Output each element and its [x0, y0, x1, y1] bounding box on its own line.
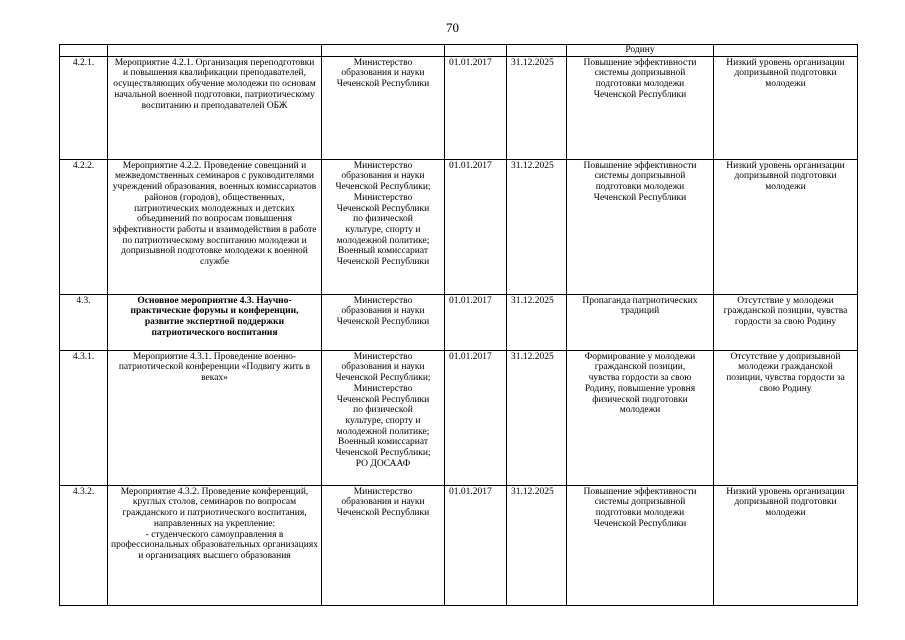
cell-empty: [445, 45, 507, 57]
cell-consequence: Низкий уровень организации допризывной подготовки молодежи: [714, 159, 858, 294]
cell-end-date: 31.12.2025: [507, 294, 567, 350]
cell-number: 4.3.2.: [60, 485, 108, 605]
program-table: [59, 44, 858, 606]
cell-activity: Мероприятие 4.3.1. Проведение военно-патриотической конференции «Подвигу жить в веках»: [108, 350, 322, 485]
cell-start-date: 01.01.2017: [445, 485, 507, 605]
cell-empty: [60, 45, 108, 57]
page-number: 70: [446, 20, 459, 35]
cell-consequence: Низкий уровень организации допризывной подготовки молодежи: [714, 485, 858, 605]
cell-executor: Министерство образования и науки Чеченской Республики; Министерство Чеченской Республики по физической культуре, спорту и молодежной политике; Военный комиссариат Чеченской Республики: [322, 159, 445, 294]
cell-empty: [714, 45, 858, 57]
cell-end-date: 31.12.2025: [507, 485, 567, 605]
cell-executor: Министерство образования и науки Чеченской Республики; Министерство Чеченской Республики по физической культуре, спорту и молодежной политике; Военный комиссариат Чеченской Республики; РО ДОСААФ: [322, 350, 445, 485]
table-row: [60, 294, 858, 350]
cell-empty: [108, 45, 322, 57]
cell-result: Пропаганда патриотических традиций: [567, 294, 714, 350]
cell-end-date: 31.12.2025: [507, 350, 567, 485]
cell-start-date: 01.01.2017: [445, 56, 507, 159]
cell-start-date: 01.01.2017: [445, 159, 507, 294]
table-row: [60, 159, 858, 294]
cell-end-date: 31.12.2025: [507, 159, 567, 294]
cell-empty: [507, 45, 567, 57]
cell-number: 4.2.1.: [60, 56, 108, 159]
cell-consequence: Низкий уровень организации допризывной подготовки молодежи: [714, 56, 858, 159]
cell-result: Повышение эффективности системы допризывной подготовки молодежи Чеченской Республики: [567, 485, 714, 605]
cell-start-date: 01.01.2017: [445, 294, 507, 350]
cell-activity: Мероприятие 4.3.2. Проведение конференций, круглых столов, семинаров по вопросам гражданского и патриотического воспитания, направленных на укрепление: - студенческого самоуправления в профессиональных образовательных организациях и организациях высшего образования: [108, 485, 322, 605]
cell-activity: Мероприятие 4.2.1. Организация переподготовки и повышения квалификации преподавателей, осуществляющих обучение молодежи по основам начальной военной подготовки, патриотическому воспитанию и преподавателей ОБЖ: [108, 56, 322, 159]
table-row-continuation: [60, 45, 858, 57]
cell-number: 4.3.1.: [60, 350, 108, 485]
cell-result: Повышение эффективности системы допризывной подготовки молодежи Чеченской Республики: [567, 56, 714, 159]
cell-empty: [322, 45, 445, 57]
cell-activity: Мероприятие 4.2.2. Проведение совещаний и межведомственных семинаров с руководителями учреждений образования, военных комиссариатов районов (городов), общественных, патриотических молодежных и детских объединений по вопросам повышения эффективности работы и взаимодействия в работе по патриотическому воспитанию молодежи и допризывной подготовке молодежи к военной службе: [108, 159, 322, 294]
table-row: [60, 485, 858, 605]
cell-result: Повышение эффективности системы допризывной подготовки молодежи Чеченской Республики: [567, 159, 714, 294]
cell-start-date: 01.01.2017: [445, 350, 507, 485]
cell-end-date: 31.12.2025: [507, 56, 567, 159]
cell-result: Родину: [567, 45, 714, 57]
cell-number: 4.2.2.: [60, 159, 108, 294]
cell-executor: Министерство образования и науки Чеченской Республики: [322, 294, 445, 350]
table-row: [60, 350, 858, 485]
cell-activity: Основное мероприятие 4.3. Научно-практические форумы и конференции, развитие экспертной поддержки патриотического воспитания: [108, 294, 322, 350]
table-row: [60, 56, 858, 159]
cell-number: 4.3.: [60, 294, 108, 350]
cell-executor: Министерство образования и науки Чеченской Республики: [322, 485, 445, 605]
cell-consequence: Отсутствие у молодежи гражданской позиции, чувства гордости за свою Родину: [714, 294, 858, 350]
cell-executor: Министерство образования и науки Чеченской Республики: [322, 56, 445, 159]
cell-result: Формирование у молодежи гражданской позиции, чувства гордости за свою Родину, повышение уровня физической подготовки молодежи: [567, 350, 714, 485]
cell-consequence: Отсутствие у допризывной молодежи гражданской позиции, чувства гордости за свою Родину: [714, 350, 858, 485]
